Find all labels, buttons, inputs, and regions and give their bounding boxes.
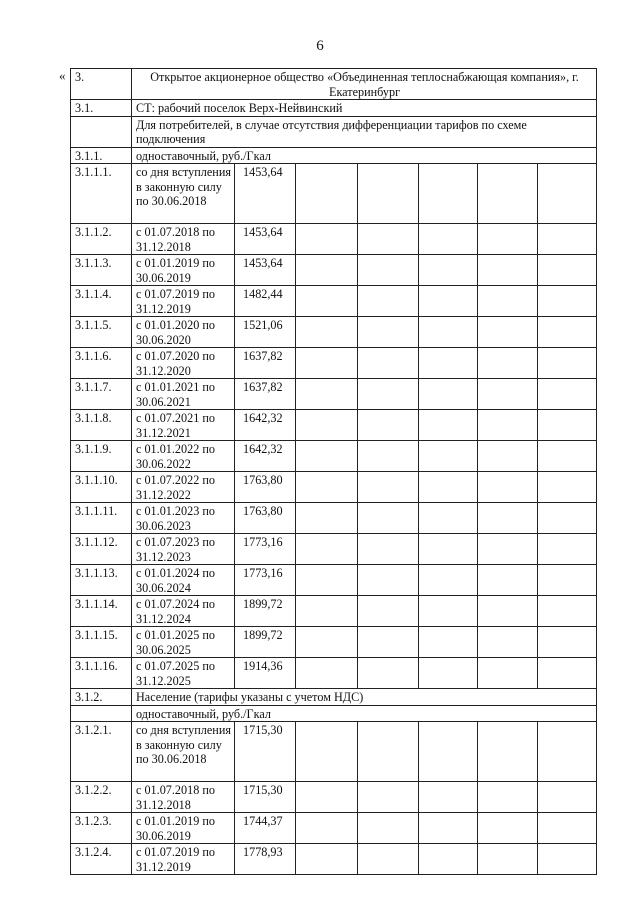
empty-cell	[358, 286, 419, 317]
empty-cell	[478, 627, 538, 658]
empty-cell	[419, 224, 478, 255]
row-number: 3.1.1.7.	[71, 379, 132, 410]
empty-cell	[478, 596, 538, 627]
tariff-value: 1637,82	[235, 348, 296, 379]
tariff-value: 1521,06	[235, 317, 296, 348]
empty-cell	[296, 596, 358, 627]
empty-cell	[358, 255, 419, 286]
row-number: 3.1.1.2.	[71, 224, 132, 255]
empty-cell	[296, 348, 358, 379]
empty-cell	[296, 441, 358, 472]
empty-cell	[538, 317, 597, 348]
tariff-value: 1453,64	[235, 255, 296, 286]
tariff-row	[71, 596, 597, 627]
empty-cell	[296, 722, 358, 782]
tariff-value: 1715,30	[235, 782, 296, 813]
period-cell: со дня вступления в законную силу по 30.06.2018	[132, 722, 235, 782]
empty-cell	[419, 286, 478, 317]
tariff-row	[71, 224, 597, 255]
tariff-row	[71, 722, 597, 782]
empty-cell	[478, 224, 538, 255]
empty-cell	[478, 844, 538, 875]
tariff-value: 1453,64	[235, 164, 296, 224]
tariff-value: 1642,32	[235, 441, 296, 472]
tariff-row	[71, 255, 597, 286]
tariff-value: 1773,16	[235, 565, 296, 596]
row-number: 3.1.2.3.	[71, 813, 132, 844]
tariff-row	[71, 317, 597, 348]
empty-cell	[419, 658, 478, 689]
row-number: 3.1.1.9.	[71, 441, 132, 472]
empty-cell	[478, 441, 538, 472]
empty-cell	[419, 348, 478, 379]
empty-cell	[296, 627, 358, 658]
consumers-note-row	[71, 116, 597, 147]
empty-cell	[71, 705, 132, 722]
empty-cell	[419, 410, 478, 441]
organization-name: Открытое акционерное общество «Объединенная теплоснабжающая компания», г. Екатеринбург	[132, 69, 597, 100]
tariff-value: 1914,36	[235, 658, 296, 689]
period-cell: с 01.01.2025 по 30.06.2025	[132, 627, 235, 658]
period-cell: с 01.01.2020 по 30.06.2020	[132, 317, 235, 348]
empty-cell	[358, 164, 419, 224]
empty-cell	[358, 534, 419, 565]
empty-cell	[538, 224, 597, 255]
tariff-value: 1899,72	[235, 627, 296, 658]
tariff-value: 1637,82	[235, 379, 296, 410]
header-row	[71, 69, 597, 100]
tariff-row	[71, 503, 597, 534]
tariff-value: 1778,93	[235, 844, 296, 875]
empty-cell	[296, 379, 358, 410]
empty-cell	[478, 722, 538, 782]
empty-cell	[478, 286, 538, 317]
empty-cell	[478, 255, 538, 286]
empty-cell	[358, 441, 419, 472]
empty-cell	[358, 596, 419, 627]
empty-cell	[419, 255, 478, 286]
empty-cell	[538, 472, 597, 503]
row-number: 3.1.2.1.	[71, 722, 132, 782]
empty-cell	[419, 844, 478, 875]
tariff-value: 1899,72	[235, 596, 296, 627]
tariff-row	[71, 348, 597, 379]
empty-cell	[358, 348, 419, 379]
empty-cell	[419, 441, 478, 472]
rate-type-row	[71, 705, 597, 722]
empty-cell	[296, 658, 358, 689]
empty-cell	[419, 379, 478, 410]
population-row	[71, 689, 597, 706]
row-number: 3.	[71, 69, 132, 100]
period-cell: с 01.07.2021 по 31.12.2021	[132, 410, 235, 441]
empty-cell	[538, 348, 597, 379]
tariff-row	[71, 534, 597, 565]
section-title: СТ: рабочий поселок Верх-Нейвинский	[132, 100, 597, 117]
empty-cell	[296, 813, 358, 844]
tariff-value: 1744,37	[235, 813, 296, 844]
row-number: 3.1.1.4.	[71, 286, 132, 317]
empty-cell	[478, 410, 538, 441]
row-number: 3.1.1.3.	[71, 255, 132, 286]
tariff-row	[71, 782, 597, 813]
population-title: Население (тарифы указаны с учетом НДС)	[132, 689, 597, 706]
empty-cell	[478, 534, 538, 565]
period-cell: с 01.07.2018 по 31.12.2018	[132, 782, 235, 813]
empty-cell	[296, 255, 358, 286]
period-cell: с 01.01.2021 по 30.06.2021	[132, 379, 235, 410]
empty-cell	[419, 813, 478, 844]
period-cell: с 01.01.2024 по 30.06.2024	[132, 565, 235, 596]
period-cell: с 01.07.2025 по 31.12.2025	[132, 658, 235, 689]
row-number: 3.1.1.8.	[71, 410, 132, 441]
empty-cell	[358, 813, 419, 844]
period-cell: с 01.01.2019 по 30.06.2019	[132, 255, 235, 286]
tariff-row	[71, 565, 597, 596]
row-number: 3.1.1.15.	[71, 627, 132, 658]
empty-cell	[358, 844, 419, 875]
empty-cell	[419, 534, 478, 565]
tariff-row	[71, 658, 597, 689]
period-cell: с 01.07.2024 по 31.12.2024	[132, 596, 235, 627]
empty-cell	[478, 503, 538, 534]
rate-type-label: одноставочный, руб./Гкал	[132, 147, 597, 164]
empty-cell	[358, 658, 419, 689]
row-number: 3.1.1.6.	[71, 348, 132, 379]
empty-cell	[419, 317, 478, 348]
empty-cell	[419, 596, 478, 627]
empty-cell	[538, 813, 597, 844]
empty-cell	[419, 722, 478, 782]
tariff-row	[71, 164, 597, 224]
empty-cell	[478, 317, 538, 348]
row-number: 3.1.1.5.	[71, 317, 132, 348]
row-number: 3.1.1.10.	[71, 472, 132, 503]
empty-cell	[538, 503, 597, 534]
empty-cell	[538, 782, 597, 813]
empty-cell	[538, 722, 597, 782]
empty-cell	[538, 627, 597, 658]
empty-cell	[358, 410, 419, 441]
empty-cell	[478, 782, 538, 813]
empty-cell	[478, 813, 538, 844]
empty-cell	[358, 472, 419, 503]
empty-cell	[538, 596, 597, 627]
empty-cell	[296, 503, 358, 534]
empty-cell	[296, 224, 358, 255]
tariff-row	[71, 813, 597, 844]
period-cell: с 01.07.2020 по 31.12.2020	[132, 348, 235, 379]
empty-cell	[296, 410, 358, 441]
rate-type-row	[71, 147, 597, 164]
empty-cell	[296, 534, 358, 565]
tariff-row	[71, 472, 597, 503]
tariff-row	[71, 379, 597, 410]
row-number: 3.1.1.11.	[71, 503, 132, 534]
row-number: 3.1.1.13.	[71, 565, 132, 596]
tariff-value: 1715,30	[235, 722, 296, 782]
tariff-row	[71, 286, 597, 317]
empty-cell	[71, 116, 132, 147]
period-cell: с 01.01.2023 по 30.06.2023	[132, 503, 235, 534]
empty-cell	[419, 472, 478, 503]
row-number: 3.1.2.4.	[71, 844, 132, 875]
empty-cell	[478, 164, 538, 224]
period-cell: с 01.01.2022 по 30.06.2022	[132, 441, 235, 472]
period-cell: со дня вступления в законную силу по 30.06.2018	[132, 164, 235, 224]
empty-cell	[419, 565, 478, 596]
tariff-value: 1453,64	[235, 224, 296, 255]
tariff-row	[71, 627, 597, 658]
empty-cell	[296, 565, 358, 596]
period-cell: с 01.07.2019 по 31.12.2019	[132, 286, 235, 317]
empty-cell	[538, 441, 597, 472]
empty-cell	[296, 782, 358, 813]
row-number: 3.1.1.14.	[71, 596, 132, 627]
period-cell: с 01.07.2018 по 31.12.2018	[132, 224, 235, 255]
empty-cell	[419, 627, 478, 658]
empty-cell	[358, 565, 419, 596]
empty-cell	[419, 503, 478, 534]
tariff-value: 1642,32	[235, 410, 296, 441]
tariff-table	[70, 68, 597, 875]
period-cell: с 01.07.2022 по 31.12.2022	[132, 472, 235, 503]
empty-cell	[358, 379, 419, 410]
empty-cell	[296, 472, 358, 503]
row-number: 3.1.1.12.	[71, 534, 132, 565]
empty-cell	[538, 164, 597, 224]
empty-cell	[478, 565, 538, 596]
tariff-row	[71, 441, 597, 472]
row-number: 3.1.1.	[71, 147, 132, 164]
empty-cell	[538, 410, 597, 441]
row-number: 3.1.2.2.	[71, 782, 132, 813]
empty-cell	[538, 844, 597, 875]
opening-quote-mark: «	[59, 68, 66, 83]
empty-cell	[358, 627, 419, 658]
empty-cell	[296, 317, 358, 348]
tariff-value: 1773,16	[235, 534, 296, 565]
empty-cell	[419, 782, 478, 813]
empty-cell	[358, 722, 419, 782]
row-number: 3.1.2.	[71, 689, 132, 706]
empty-cell	[538, 565, 597, 596]
empty-cell	[358, 317, 419, 348]
empty-cell	[358, 224, 419, 255]
period-cell: с 01.07.2023 по 31.12.2023	[132, 534, 235, 565]
empty-cell	[478, 348, 538, 379]
row-number: 3.1.1.16.	[71, 658, 132, 689]
empty-cell	[538, 534, 597, 565]
empty-cell	[478, 379, 538, 410]
tariff-value: 1763,80	[235, 472, 296, 503]
tariff-row	[71, 410, 597, 441]
empty-cell	[358, 503, 419, 534]
empty-cell	[296, 164, 358, 224]
empty-cell	[296, 286, 358, 317]
tariff-value: 1763,80	[235, 503, 296, 534]
empty-cell	[358, 782, 419, 813]
empty-cell	[538, 255, 597, 286]
section-row	[71, 100, 597, 117]
period-cell: с 01.07.2019 по 31.12.2019	[132, 844, 235, 875]
empty-cell	[538, 286, 597, 317]
period-cell: с 01.01.2019 по 30.06.2019	[132, 813, 235, 844]
row-number: 3.1.1.1.	[71, 164, 132, 224]
empty-cell	[419, 164, 478, 224]
empty-cell	[538, 379, 597, 410]
rate-type-label: одноставочный, руб./Гкал	[132, 705, 597, 722]
empty-cell	[478, 472, 538, 503]
tariff-value: 1482,44	[235, 286, 296, 317]
tariff-row	[71, 844, 597, 875]
consumers-note: Для потребителей, в случае отсутствия дифференциации тарифов по схеме подключения	[132, 116, 597, 147]
empty-cell	[296, 844, 358, 875]
page-number: 6	[316, 38, 324, 54]
empty-cell	[538, 658, 597, 689]
empty-cell	[478, 658, 538, 689]
row-number: 3.1.	[71, 100, 132, 117]
